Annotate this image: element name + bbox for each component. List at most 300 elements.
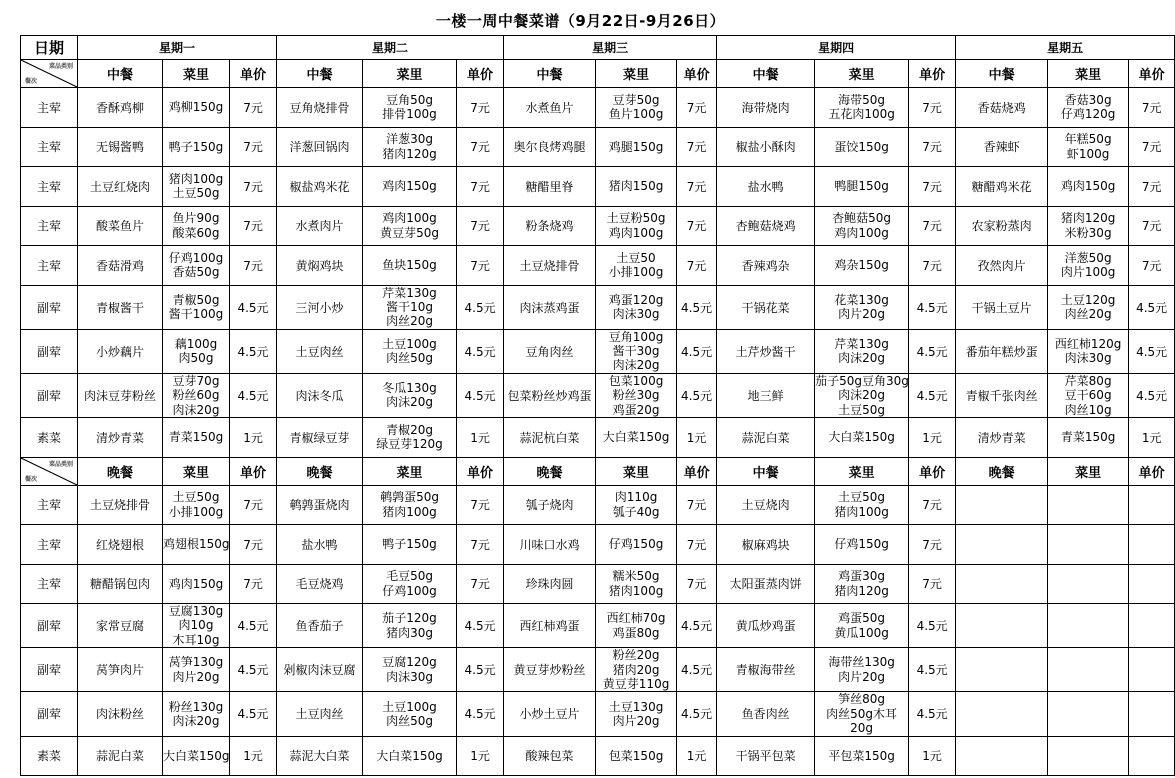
dish-name: 土豆烧排骨 [504,246,596,286]
ingredient-line: 瓠子40g [612,504,660,519]
category-cell: 主荤 [21,206,78,246]
dish-ingredients [363,525,457,565]
dish-name: 椒麻鸡块 [717,525,815,565]
dish-price: 4.5元 [909,285,956,329]
ingredient-line: 青菜150g [168,430,224,445]
ingredient-line: 肉50g [178,351,214,366]
lunch-column-header: 中餐 [717,60,815,88]
ingredient-line: 鸭子150g [382,537,437,552]
ingredient-line: 鸡蛋50g [838,611,886,626]
ingredient-line: 土豆50g [172,490,220,505]
dish-ingredients [596,246,677,286]
ingredient-line: 土豆粉50g [606,211,666,226]
ingredient-line: 肉沫30g [1064,351,1112,366]
ingredient-line: 洋葱50g [1064,250,1112,265]
ingredient-line: 大白菜150g [602,430,670,445]
dish-ingredients [815,246,909,286]
dish-ingredients [163,167,230,207]
dish-name: 黄豆芽炒粉丝 [504,648,596,692]
category-cell: 主荤 [21,246,78,286]
dish-name: 剁椒肉沫豆腐 [277,648,363,692]
dish-name: 土芹炒酱干 [717,329,815,373]
lunch-column-header: 中餐 [78,60,163,88]
dish-name: 干锅平包菜 [717,736,815,776]
dish-price: 7元 [677,127,717,167]
dish-name: 干锅花菜 [717,285,815,329]
ingredient-line: 茄子120g [382,611,437,626]
dish-ingredients [596,604,677,648]
dish-price: 7元 [909,127,956,167]
ingredient-line: 鸡肉100g [382,211,437,226]
ingredient-line: 猪肉30g [386,625,433,640]
day-header: 星期一 [78,36,277,60]
dish-price: 7元 [909,564,956,604]
dish-price: 7元 [230,88,277,128]
ingredient-line: 大白菜150g [163,748,230,763]
dish-name: 珍珠肉圆 [504,564,596,604]
dish-ingredients [815,418,909,458]
date-header: 日期 [21,36,78,60]
category-cell: 素菜 [21,736,78,776]
dish-name: 香菇烧鸡 [956,88,1048,128]
ingredient-line: 肉沫20g [172,402,220,417]
dish-price: 7元 [230,564,277,604]
dish-price [1129,604,1175,648]
dish-price: 7元 [909,88,956,128]
diag-category-label: 菜品类别 [48,63,73,70]
ingredient-line: 土豆50g [172,186,220,201]
dish-name: 毛豆烧鸡 [277,564,363,604]
table-row [21,418,1175,458]
ingredient-line: 土豆130g [608,699,664,714]
dish-ingredients [363,564,457,604]
ingredient-line: 肉丝20g [1064,307,1112,322]
dish-price: 7元 [909,246,956,286]
ingredient-line: 豆腐130g [168,604,224,619]
category-cell: 副荤 [21,648,78,692]
dish-name: 无锡酱鸭 [78,127,163,167]
dish-price: 7元 [457,485,504,525]
dish-name [956,648,1048,692]
dish-name: 鹌鹑蛋烧肉 [277,485,363,525]
dish-price: 7元 [909,525,956,565]
dish-name: 香辣虾 [956,127,1048,167]
ingredient-line: 黄豆芽110g [602,676,670,691]
dish-name: 酸辣包菜 [504,736,596,776]
dish-price: 7元 [457,88,504,128]
ingredient-line: 香菇30g [1064,92,1112,107]
dish-price [1129,736,1175,776]
dinner-column-header: 晚餐 [277,457,363,485]
dish-ingredients [1048,127,1129,167]
dish-name: 土豆肉丝 [277,692,363,736]
ingredient-line: 仔鸡120g [1060,107,1116,122]
ingredient-line: 年糕50g [1064,132,1112,147]
dish-price: 4.5元 [677,329,717,373]
day-header: 星期二 [277,36,504,60]
dish-ingredients [163,485,230,525]
ingredient-line: 鸡肉150g [168,576,224,591]
ingredient-line: 肉片20g [172,669,220,684]
ingredient-line: 绿豆芽120g [376,437,443,452]
dish-ingredients [163,206,230,246]
table-row [21,246,1175,286]
dish-price [1129,525,1175,565]
ingredient-line: 米粉30g [1064,225,1112,240]
dish-price: 7元 [457,127,504,167]
dish-name: 干锅土豆片 [956,285,1048,329]
ingredient-line: 豆角50g [386,92,433,107]
dish-ingredients [363,418,457,458]
dish-price: 4.5元 [230,648,277,692]
dish-name: 小炒藕片 [78,329,163,373]
dish-name: 糖醋里脊 [504,167,596,207]
ingredient-line: 肉片20g [838,307,886,322]
dish-name: 香辣鸡杂 [717,246,815,286]
ingredient-line: 蛋饺150g [834,139,889,154]
dish-ingredients [815,329,909,373]
dish-ingredients [596,206,677,246]
dish-ingredients [596,648,677,692]
dish-ingredients [815,88,909,128]
dish-ingredients [596,525,677,565]
ingredient-line: 海带50g [838,92,886,107]
lunch-column-header: 菜里 [815,60,909,88]
lunch-column-header: 菜里 [1048,60,1129,88]
ingredient-line: 粉丝30g [612,388,660,403]
ingredient-line: 排骨100g [382,107,437,122]
dish-ingredients [815,604,909,648]
ingredient-line: 冬瓜130g [382,381,437,396]
ingredient-line: 猪肉20g [612,662,660,677]
ingredient-line: 黄豆芽50g [380,225,439,240]
ingredient-line: 20g [850,721,874,736]
table-row [21,564,1175,604]
dish-name: 三河小炒 [277,285,363,329]
dish-price: 4.5元 [1129,373,1175,417]
dish-name [956,564,1048,604]
dish-ingredients [1048,525,1129,565]
dish-price: 4.5元 [909,692,956,736]
ingredient-line: 黄瓜100g [834,625,889,640]
dish-price: 7元 [1129,246,1175,286]
ingredient-line: 洋葱30g [386,132,433,147]
category-cell: 主荤 [21,564,78,604]
category-cell: 主荤 [21,525,78,565]
ingredient-line: 肉沫20g [172,713,220,728]
dish-price: 7元 [677,167,717,207]
lunch-column-header: 中餐 [956,60,1048,88]
dish-ingredients [163,648,230,692]
dish-price: 7元 [909,485,956,525]
dish-name: 土豆肉丝 [277,329,363,373]
ingredient-line: 肉沫20g [386,395,433,410]
dinner-column-header: 单价 [909,457,956,485]
dish-ingredients [163,692,230,736]
dish-price: 1元 [909,736,956,776]
lunch-column-header: 单价 [677,60,717,88]
ingredient-line: 平包菜150g [828,748,895,763]
ingredient-line: 仔鸡100g [382,583,437,598]
table-row [21,88,1175,128]
dish-ingredients [363,692,457,736]
dish-name: 香菇滑鸡 [78,246,163,286]
dish-ingredients [815,692,909,736]
dinner-column-header: 晚餐 [956,457,1048,485]
ingredient-line: 鸡柳150g [168,100,224,115]
dish-price: 1元 [230,418,277,458]
dish-ingredients [163,564,230,604]
ingredient-line: 笋丝80g [838,692,886,707]
ingredient-line: 酱干100g [168,307,224,322]
dish-name: 青椒千张肉丝 [956,373,1048,417]
ingredient-line: 仔鸡100g [168,250,224,265]
lunch-column-header: 菜里 [363,60,457,88]
ingredient-line: 猪肉100g [608,583,664,598]
dish-price: 4.5元 [909,604,956,648]
table-row [21,485,1175,525]
ingredient-line: 猪肉120g [1060,211,1116,226]
table-row [21,736,1175,776]
category-cell: 主荤 [21,485,78,525]
dish-name: 杏鲍菇烧鸡 [717,206,815,246]
dish-name [956,525,1048,565]
diag-meal-label: 餐次 [25,78,38,85]
dish-price: 7元 [677,485,717,525]
dish-ingredients [363,329,457,373]
dish-ingredients [596,373,677,417]
ingredient-line: 粉丝60g [172,388,220,403]
dish-ingredients [363,127,457,167]
dish-name: 洋葱回锅肉 [277,127,363,167]
dish-ingredients [815,648,909,692]
ingredient-line: 肉丝50g木耳 [826,706,898,721]
dish-price: 4.5元 [457,373,504,417]
ingredient-line: 海带丝130g [828,655,895,670]
dish-price: 7元 [230,246,277,286]
dish-price: 7元 [909,167,956,207]
ingredient-line: 肉110g [614,490,658,505]
lunch-column-header: 单价 [1129,60,1175,88]
dish-price: 4.5元 [677,648,717,692]
dish-ingredients [363,167,457,207]
ingredient-line: 土豆120g [1060,292,1116,307]
table-row [21,692,1175,736]
dish-price: 4.5元 [230,373,277,417]
dish-name: 椒盐鸡米花 [277,167,363,207]
page-title: 一楼一周中餐菜谱（9月22日-9月26日） [435,12,726,30]
category-cell: 主荤 [21,167,78,207]
dish-price: 4.5元 [230,285,277,329]
ingredient-line: 花菜130g [834,292,889,307]
ingredient-line: 豆角100g [608,329,664,344]
dinner-column-header: 单价 [677,457,717,485]
lunch-column-header: 单价 [457,60,504,88]
dish-name: 青椒海带丝 [717,648,815,692]
dish-name: 土豆红烧肉 [78,167,163,207]
dish-name: 鱼香茄子 [277,604,363,648]
dish-price: 7元 [457,246,504,286]
ingredient-line: 藕100g [174,336,218,351]
ingredient-line: 豆腐120g [382,655,437,670]
dish-ingredients [163,418,230,458]
ingredient-line: 包菜100g [608,373,664,388]
dish-ingredients [815,564,909,604]
dish-price: 4.5元 [909,373,956,417]
dish-price: 7元 [909,206,956,246]
ingredient-line: 猪肉100g [168,171,224,186]
dish-price: 7元 [230,206,277,246]
dish-ingredients [363,648,457,692]
ingredient-line: 土豆100g [382,699,437,714]
dish-name: 黄焖鸡块 [277,246,363,286]
ingredient-line: 猪肉120g [382,146,437,161]
dinner-column-header: 菜里 [363,457,457,485]
dish-price: 7元 [677,88,717,128]
dish-ingredients [1048,736,1129,776]
dish-ingredients [1048,246,1129,286]
ingredient-line: 大白菜150g [828,430,895,445]
diagonal-header [21,60,78,88]
dish-name: 土豆烧排骨 [78,485,163,525]
dish-name: 豆角肉丝 [504,329,596,373]
dish-price: 7元 [230,127,277,167]
category-cell: 副荤 [21,604,78,648]
ingredient-line: 酱干10g [386,299,433,314]
table-row [21,206,1175,246]
ingredient-line: 虾100g [1066,146,1110,161]
dish-price: 7元 [1129,127,1175,167]
dish-ingredients [815,285,909,329]
ingredient-line: 仔鸡150g [834,537,889,552]
dish-name: 肉沫蒸鸡蛋 [504,285,596,329]
table-row [21,167,1175,207]
category-cell: 主荤 [21,88,78,128]
ingredient-line: 鸡蛋30g [838,569,886,584]
dish-name: 青椒酱干 [78,285,163,329]
dinner-column-header: 单价 [230,457,277,485]
dish-ingredients [163,127,230,167]
dish-name: 香酥鸡柳 [78,88,163,128]
dish-ingredients [815,127,909,167]
ingredient-line: 鸭子150g [168,139,224,154]
dish-ingredients [596,564,677,604]
ingredient-line: 小排100g [608,265,664,280]
ingredient-line: 青椒50g [172,292,220,307]
dish-price: 4.5元 [457,648,504,692]
category-cell: 副荤 [21,692,78,736]
ingredient-line: 西红柿70g [606,611,666,626]
dinner-column-header: 中餐 [717,457,815,485]
dish-ingredients [163,604,230,648]
ingredient-line: 芹菜80g [1064,373,1112,388]
dish-ingredients [363,285,457,329]
dish-price [1129,648,1175,692]
ingredient-line: 土豆100g [382,336,437,351]
dinner-column-header: 晚餐 [504,457,596,485]
dish-ingredients [596,127,677,167]
table-row [21,648,1175,692]
ingredient-line: 肉丝10g [1064,402,1112,417]
dish-name: 农家粉蒸肉 [956,206,1048,246]
category-cell: 素菜 [21,418,78,458]
ingredient-line: 杏鲍菇50g [832,211,892,226]
ingredient-line: 豆干60g [1064,388,1112,403]
dish-price: 7元 [677,246,717,286]
dish-ingredients [815,167,909,207]
ingredient-line: 猪肉150g [608,179,664,194]
ingredient-line: 大白菜150g [376,748,443,763]
dish-name [956,736,1048,776]
dish-ingredients [1048,564,1129,604]
dish-price: 1元 [677,418,717,458]
dish-price [1129,485,1175,525]
ingredient-line: 糯米50g [612,569,660,584]
ingredient-line: 芹菜130g [382,285,437,300]
dish-ingredients [163,88,230,128]
dish-name: 糖醋锅包肉 [78,564,163,604]
lunch-column-header: 单价 [909,60,956,88]
ingredient-line: 土豆50 [616,250,656,265]
dish-name [956,485,1048,525]
dish-ingredients [1048,648,1129,692]
ingredient-line: 莴笋130g [168,655,224,670]
ingredient-line: 茄子50g豆角30g [815,373,909,388]
dish-name: 蒜泥大白菜 [277,736,363,776]
dish-price: 7元 [677,525,717,565]
dish-price: 7元 [457,206,504,246]
dish-name: 清炒青菜 [956,418,1048,458]
dish-price: 4.5元 [457,285,504,329]
dish-price: 4.5元 [677,373,717,417]
dish-price: 4.5元 [909,648,956,692]
dish-ingredients [1048,373,1129,417]
dish-ingredients [363,373,457,417]
dish-price: 4.5元 [1129,285,1175,329]
dish-ingredients [363,246,457,286]
ingredient-line: 鸡蛋80g [612,625,660,640]
dish-price: 1元 [230,736,277,776]
ingredient-line: 土豆50g [838,402,886,417]
dish-name: 豆角烧排骨 [277,88,363,128]
dish-price: 1元 [909,418,956,458]
dish-price: 7元 [230,485,277,525]
dish-name: 酸菜鱼片 [78,206,163,246]
dish-ingredients [1048,206,1129,246]
lunch-column-header: 中餐 [504,60,596,88]
dish-price: 7元 [457,525,504,565]
dish-price: 4.5元 [1129,329,1175,373]
dish-price: 4.5元 [457,604,504,648]
dish-price: 4.5元 [230,692,277,736]
dinner-column-header: 单价 [1129,457,1175,485]
dish-price: 4.5元 [677,692,717,736]
dish-price: 7元 [1129,167,1175,207]
dinner-column-header: 菜里 [596,457,677,485]
dish-price: 7元 [1129,206,1175,246]
ingredient-line: 鹌鹑蛋50g [380,490,439,505]
dish-price [1129,564,1175,604]
ingredient-line: 肉沫20g [838,351,886,366]
dish-name: 清炒青菜 [78,418,163,458]
dish-ingredients [596,329,677,373]
dish-ingredients [363,604,457,648]
ingredient-line: 鸡肉150g [382,179,437,194]
dinner-column-header: 菜里 [815,457,909,485]
dish-ingredients [1048,167,1129,207]
ingredient-line: 肉丝50g [386,351,433,366]
ingredient-line: 肉沫30g [612,307,660,322]
